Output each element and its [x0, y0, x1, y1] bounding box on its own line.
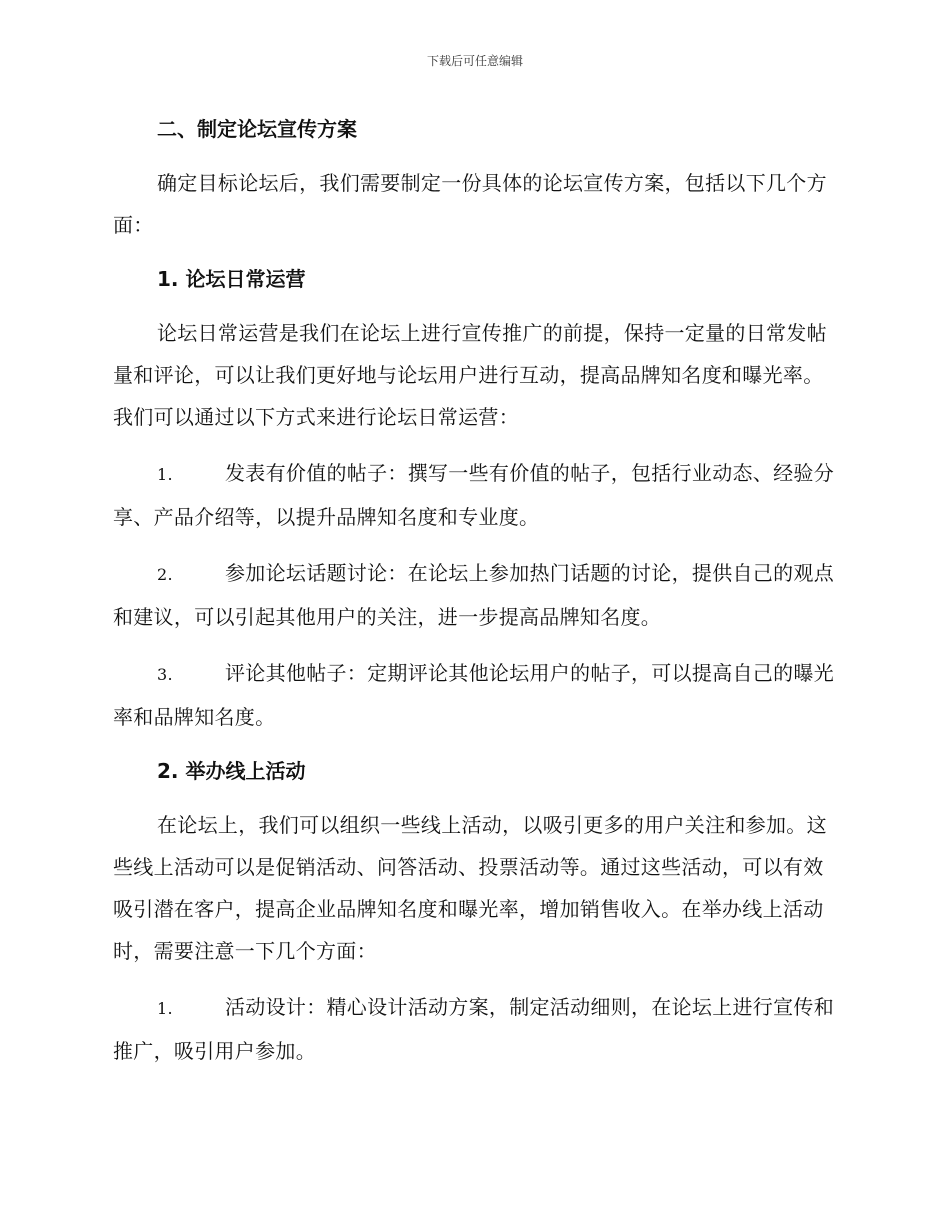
- document-body: [113, 108, 835, 1072]
- list-item-text: 评论其他帖子：定期评论其他论坛用户的帖子，可以提高自己的曝光率和品牌知名度。: [113, 661, 834, 729]
- subsection-title-daily-operation: 1. 论坛日常运营: [157, 267, 306, 291]
- list-item-number: 1.: [157, 999, 173, 1018]
- subsection-title-online-activities: 2. 举办线上活动: [157, 759, 306, 783]
- section-title: 二、制定论坛宣传方案: [157, 117, 357, 141]
- list-item-text: 活动设计：精心设计活动方案，制定活动细则，在论坛上进行宣传和推广，吸引用户参加。: [113, 995, 834, 1063]
- list-item: [113, 652, 835, 738]
- daily-operation-paragraph: 论坛日常运营是我们在论坛上进行宣传推广的前提，保持一定量的日常发帖量和评论，可以让我们更好地与论坛用户进行互动，提高品牌知名度和曝光率。我们可以通过以下方式来进行论坛日常运营：: [113, 321, 827, 429]
- header-note: 下载后可任意编辑: [426, 54, 523, 68]
- list-item: [113, 552, 835, 638]
- list-item: [113, 986, 835, 1072]
- list-item: [113, 452, 835, 538]
- list-item-number: 3.: [157, 665, 173, 684]
- intro-paragraph: 确定目标论坛后，我们需要制定一份具体的论坛宣传方案，包括以下几个方面：: [113, 171, 827, 237]
- list-item-number: 2.: [157, 565, 173, 584]
- list-item-text: 发表有价值的帖子：撰写一些有价值的帖子，包括行业动态、经验分享、产品介绍等，以提升品牌知名度和专业度。: [113, 461, 834, 529]
- online-activities-paragraph: 在论坛上，我们可以组织一些线上活动，以吸引更多的用户关注和参加。这些线上活动可以是促销活动、问答活动、投票活动等。通过这些活动，可以有效吸引潜在客户，提高企业品牌知名度和曝光率，增加销售收入。在举办线上活动时，需要注意一下几个方面：: [113, 813, 827, 963]
- list-item-number: 1.: [157, 465, 173, 484]
- list-item-text: 参加论坛话题讨论：在论坛上参加热门话题的讨论，提供自己的观点和建议，可以引起其他用户的关注，进一步提高品牌知名度。: [113, 561, 834, 629]
